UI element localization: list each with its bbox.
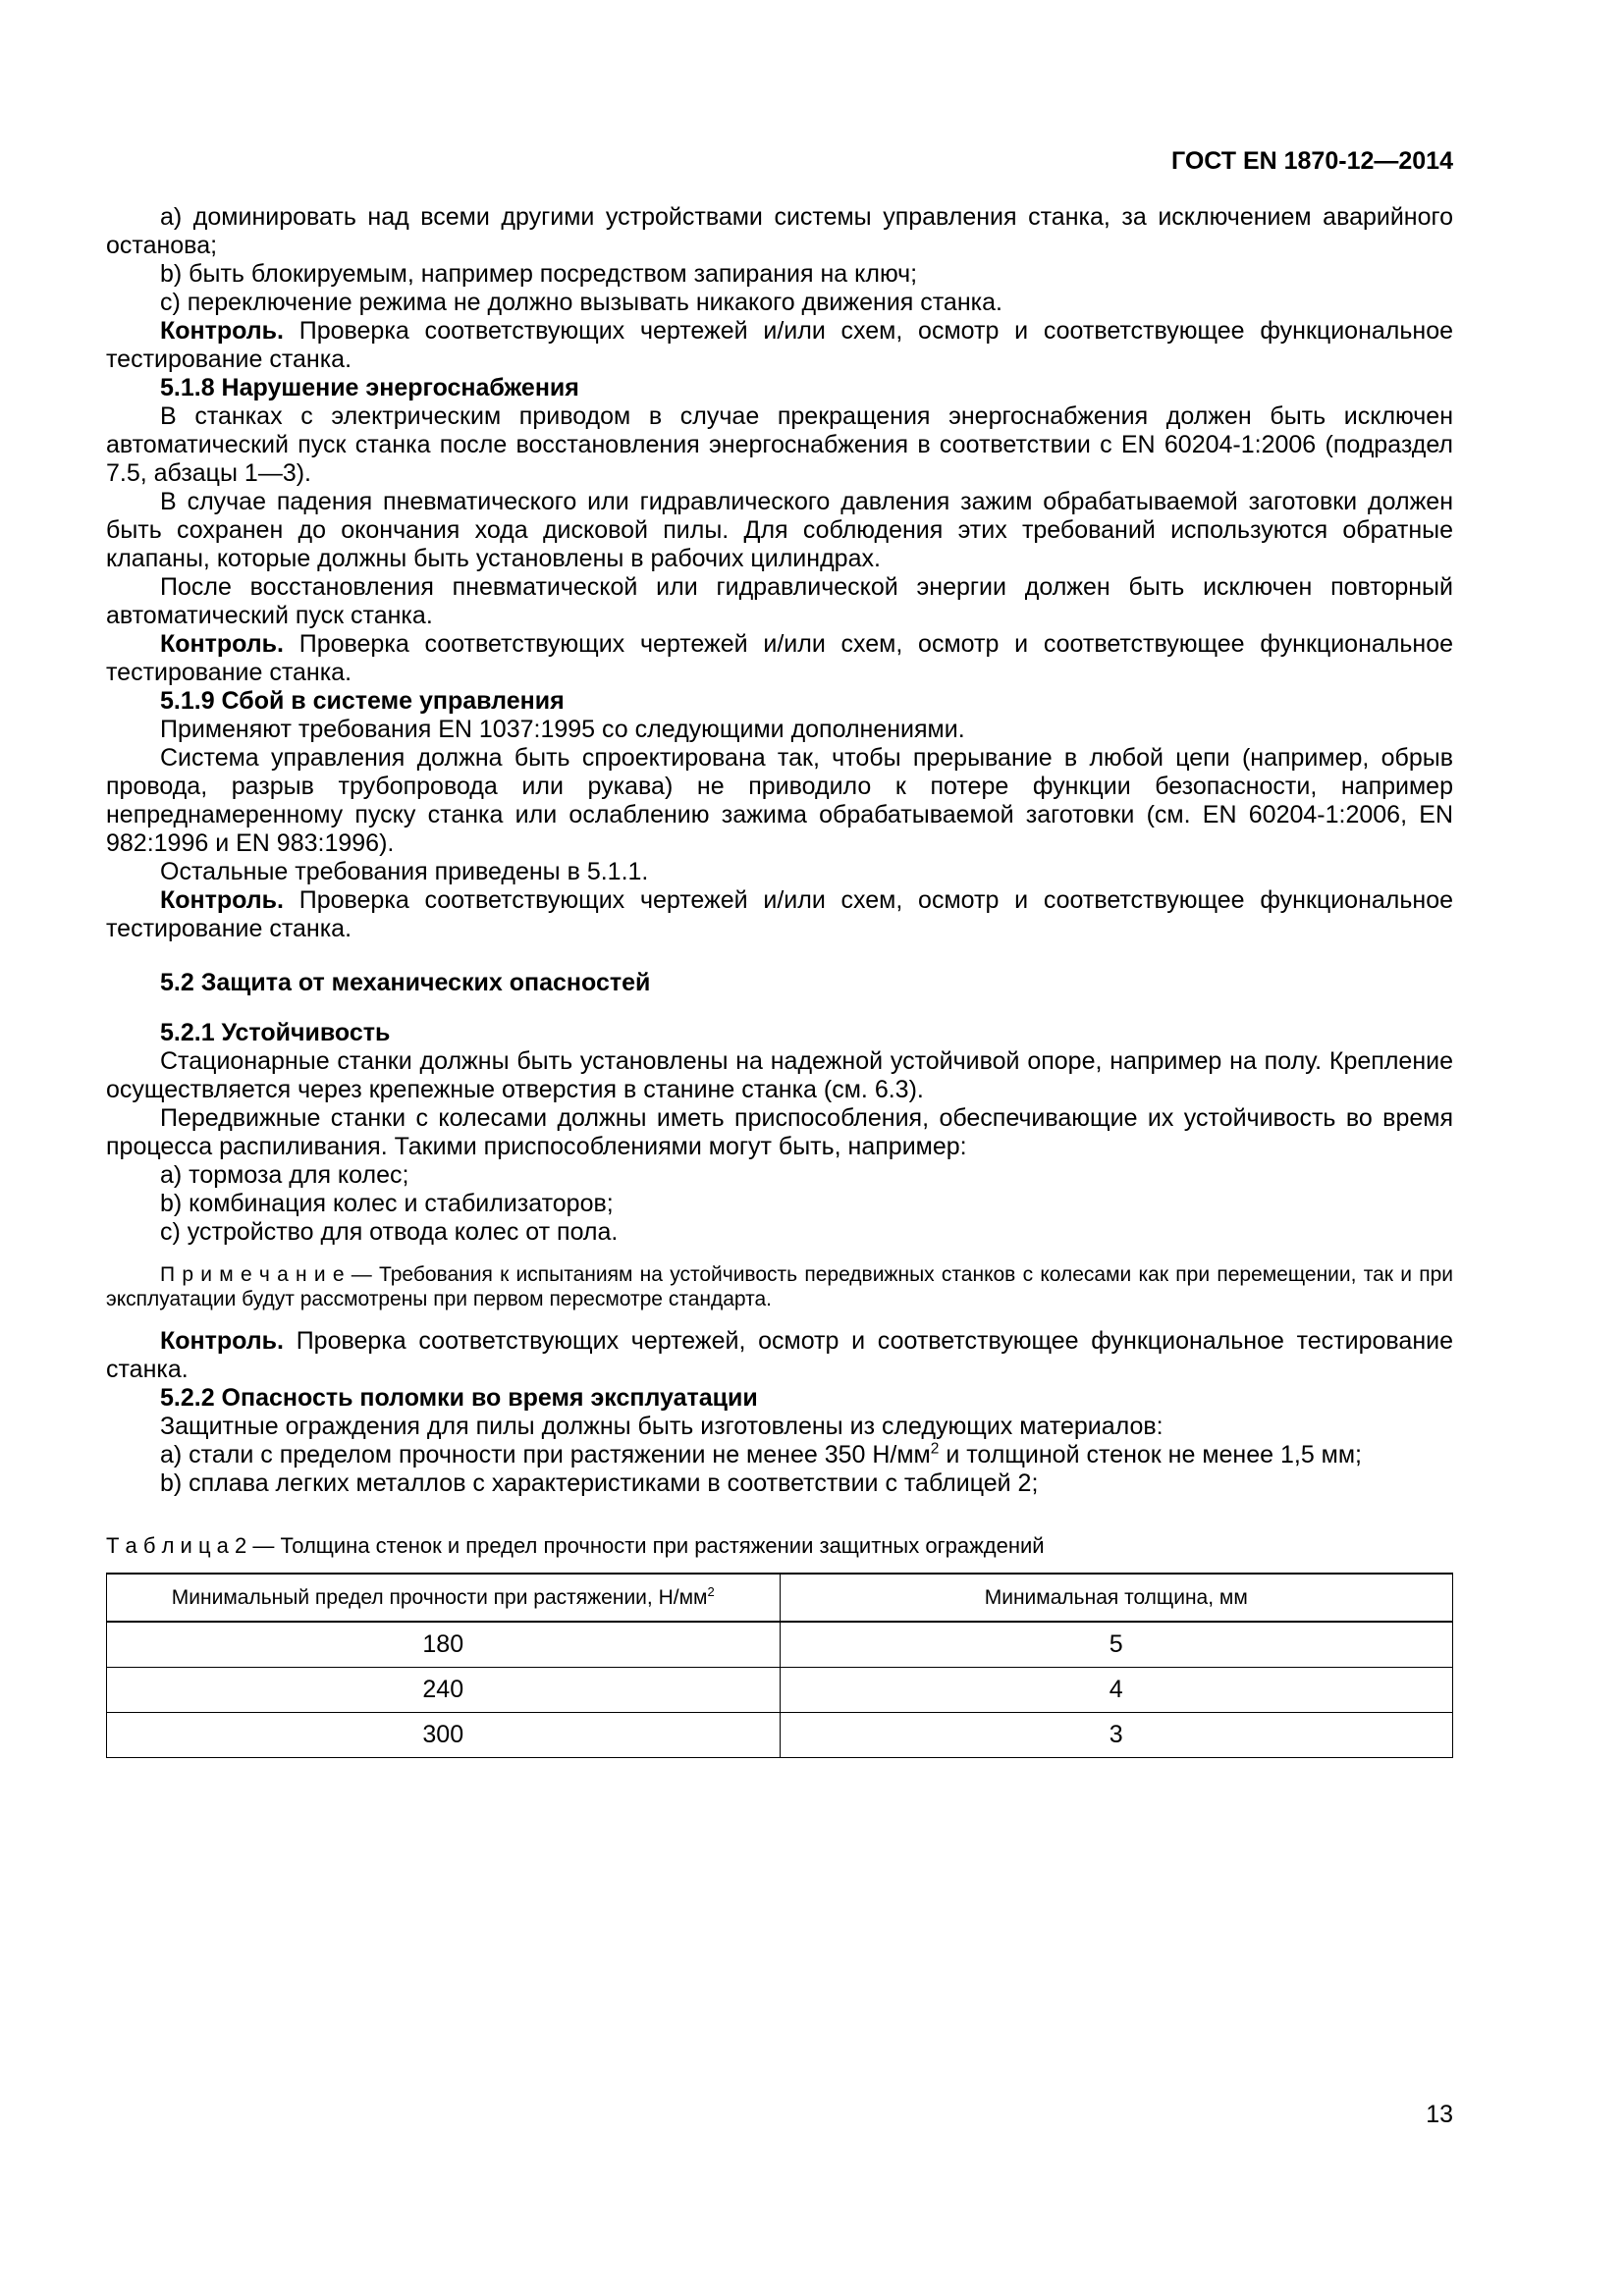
control-label: Контроль. [160,630,284,658]
table-cell: 240 [107,1668,781,1713]
table-header-row [107,1574,1453,1622]
list-item-c: c) устройство для отвода колес от пола. [160,1218,619,1246]
heading-5-1-8: 5.1.8 Нарушение энергоснабжения [160,374,579,401]
list-item-a: а) доминировать над всеми другими устройствами системы управления станка, за исключением аварийного останова; [106,203,1453,259]
list-item-a: а) тормоза для колес; [160,1161,409,1189]
superscript: 2 [930,1440,940,1458]
control-paragraph [106,1327,1453,1384]
list-item-text: и толщиной стенок не менее 1,5 мм; [939,1441,1362,1468]
table-caption: Т а б л и ц а 2 — Толщина стенок и предел прочности при растяжении защитных ограждений [106,1533,1045,1558]
list-item-b: b) комбинация колес и стабилизаторов; [160,1190,614,1217]
control-text: Проверка соответствующих чертежей и/или схем, осмотр и соответствующее функциональное тестирование станка. [106,630,1453,686]
doc-code: ГОСТ EN 1870-12—2014 [1171,147,1453,175]
note-paragraph: П р и м е ч а н и е — Требования к испытаниям на устойчивость передвижных станков с колесами как при перемещении, так и при эксплуатации будут рассмотрены при первом пересмотре стандарта. [106,1263,1453,1310]
table-cell: 4 [780,1668,1453,1713]
document-body [106,203,1453,1758]
paragraph: Применяют требования EN 1037:1995 со следующими дополнениями. [160,716,965,743]
control-paragraph [106,317,1453,374]
table-row [107,1622,1453,1668]
heading-5-2-1: 5.2.1 Устойчивость [160,1019,391,1046]
table-cell: 5 [780,1622,1453,1668]
paragraph: В станках с электрическим приводом в случае прекращения энергоснабжения должен быть исключен автоматический пуск станка после восстановления энергоснабжения в соответствии с EN 60204-1:2006 (подраздел 7.5, абзацы 1—3). [106,402,1453,487]
data-table [106,1573,1453,1758]
control-label: Контроль. [160,1327,284,1355]
superscript: 2 [707,1584,715,1599]
list-item-b: b) быть блокируемым, например посредством запирания на ключ; [160,260,918,288]
heading-5-2: 5.2 Защита от механических опасностей [160,969,651,996]
table-row [107,1713,1453,1758]
paragraph: Передвижные станки с колесами должны иметь приспособления, обеспечивающие их устойчивость во время процесса распиливания. Такими приспособлениями могут быть, например: [106,1104,1453,1160]
table-cell: 180 [107,1622,781,1668]
table-row [107,1668,1453,1713]
table-header-cell-strength [107,1574,781,1622]
control-label: Контроль. [160,317,284,345]
paragraph: Защитные ограждения для пилы должны быть изготовлены из следующих материалов: [160,1413,1164,1440]
paragraph: В случае падения пневматического или гидравлического давления зажим обрабатываемой заготовки должен быть сохранен до окончания хода дисковой пилы. Для соблюдения этих требований используются обратные клапаны, которые должны быть установлены в рабочих цилиндрах. [106,488,1453,572]
list-item-b: b) сплава легких металлов с характеристиками в соответствии с таблицей 2; [160,1469,1039,1497]
paragraph: Стационарные станки должны быть установлены на надежной устойчивой опоре, например на полу. Крепление осуществляется через крепежные отверстия в станине станка (см. 6.3). [106,1047,1453,1103]
control-text: Проверка соответствующих чертежей, осмотр и соответствующее функциональное тестирование станка. [106,1327,1453,1383]
paragraph: Остальные требования приведены в 5.1.1. [160,858,649,885]
control-text: Проверка соответствующих чертежей и/или схем, осмотр и соответствующее функциональное тестирование станка. [106,886,1453,942]
heading-5-2-2: 5.2.2 Опасность поломки во время эксплуатации [160,1384,758,1412]
list-item-a [106,1441,1453,1469]
table-cell: 300 [107,1713,781,1758]
heading-5-1-9: 5.1.9 Сбой в системе управления [160,687,565,715]
paragraph: После восстановления пневматической или гидравлической энергии должен быть исключен повторный автоматический пуск станка. [106,573,1453,629]
list-item-c: c) переключение режима не должно вызывать никакого движения станка. [160,289,1002,316]
control-paragraph [106,886,1453,943]
table-cell: 3 [780,1713,1453,1758]
paragraph: Система управления должна быть спроектирована так, чтобы прерывание в любой цепи (например, обрыв провода, разрыв трубопровода или рукава) не приводило к потере функции безопасности, например непреднамеренному пуску станка или ослаблению зажима обрабатываемой заготовки (см. EN 60204-1:2006, EN 982:1996 и EN 983:1996). [106,744,1453,857]
table-header-cell-thickness: Минимальная толщина, мм [780,1574,1453,1622]
header-text: Минимальный предел прочности при растяжении, Н/мм [171,1586,708,1609]
control-label: Контроль. [160,886,284,914]
page-number: 13 [1426,2101,1453,2128]
control-text: Проверка соответствующих чертежей и/или схем, осмотр и соответствующее функциональное тестирование станка. [106,317,1453,373]
list-item-text: а) стали с пределом прочности при растяжении не менее 350 Н/мм [160,1441,931,1468]
control-paragraph [106,630,1453,687]
